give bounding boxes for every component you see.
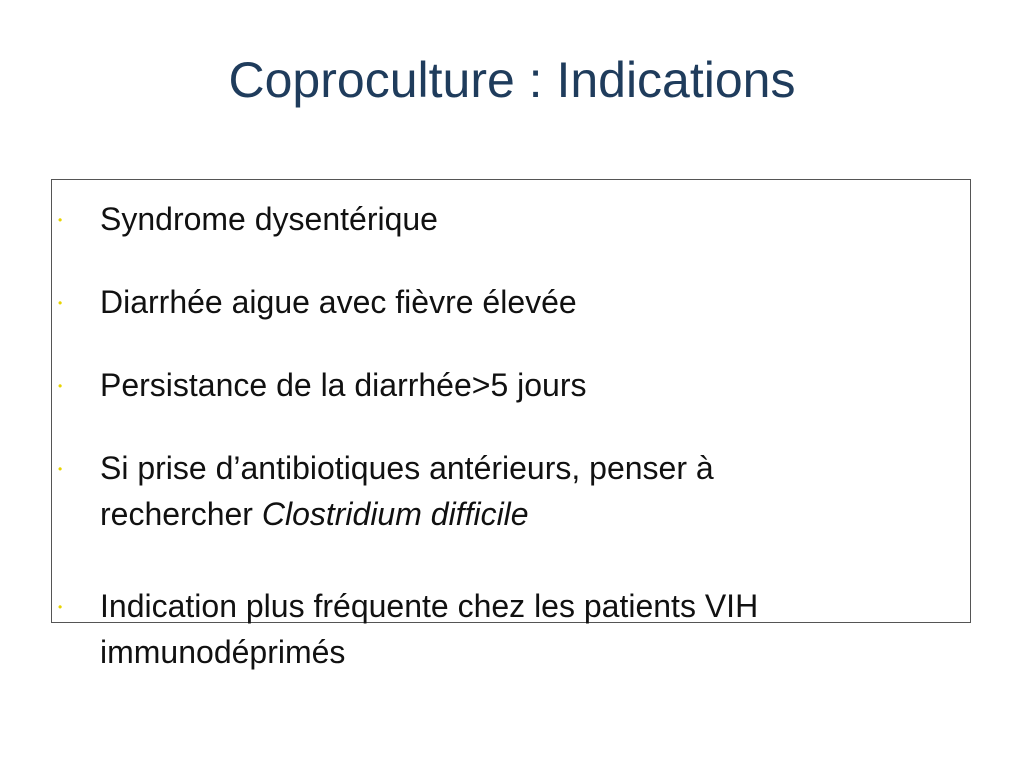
bullet-text bbox=[100, 362, 980, 408]
bullet-line: Indication plus fréquente chez les patients VIH bbox=[100, 588, 759, 624]
bullet-icon: • bbox=[58, 296, 63, 310]
slide-title: Coproculture : Indications bbox=[228, 52, 796, 108]
bullet-line bbox=[100, 491, 980, 537]
bullet-text bbox=[100, 583, 980, 675]
bullet-line: Persistance de la diarrhée>5 jours bbox=[100, 367, 587, 403]
bullet-line: immunodéprimés bbox=[100, 634, 346, 670]
bullet-text bbox=[100, 279, 980, 325]
bullet-text bbox=[100, 196, 980, 242]
bullet-line: Diarrhée aigue avec fièvre élevée bbox=[100, 284, 577, 320]
bullet-icon: • bbox=[58, 600, 63, 614]
bullet-line-prefix: rechercher bbox=[100, 496, 262, 532]
bullet-icon: • bbox=[58, 213, 63, 227]
bullet-icon: • bbox=[58, 379, 63, 393]
bullet-line: Si prise d’antibiotiques antérieurs, penser à bbox=[100, 450, 714, 486]
bullet-line: Syndrome dysentérique bbox=[100, 201, 438, 237]
organism-name: Clostridium difficile bbox=[261, 496, 529, 532]
bullet-icon: • bbox=[58, 462, 63, 476]
bullet-text bbox=[100, 445, 980, 537]
